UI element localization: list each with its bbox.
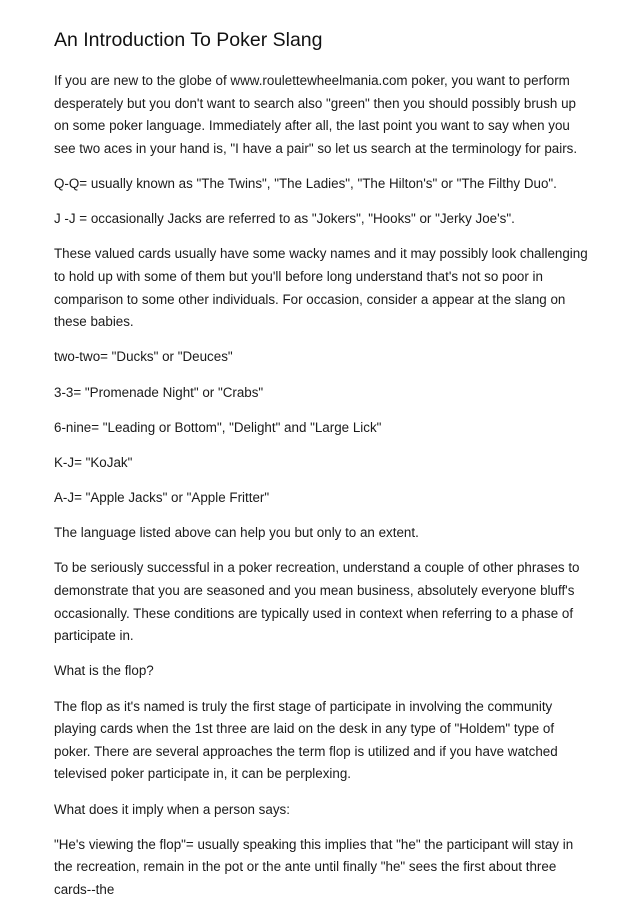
- paragraph-jacks: J -J = occasionally Jacks are referred to as "Jokers", "Hooks" or "Jerky Joe's".: [54, 211, 515, 227]
- paragraph-twos: two-two= "Ducks" or "Deuces": [54, 349, 233, 365]
- paragraph-successful: To be seriously successful in a poker recreation, understand a couple of other phrases to demonstrate that you are seasoned and you mean business, absolutely everyone bluff's occasionally. These conditions are typically used in context when referring to a phase of participate in.: [54, 560, 580, 644]
- paragraph-flop-question: What is the flop?: [54, 663, 154, 679]
- paragraph-imply-question: What does it imply when a person says:: [54, 801, 290, 817]
- paragraph-flop-explanation: The flop as it's named is truly the first stage of participate in involving the community playing cards when the 1st three are laid on the desk in any type of "Holdem" type of poker. There are several approaches the term flop is utilized and if you have watched televised poker participate in, it can be perplexing.: [54, 698, 558, 782]
- paragraph-ace-jack: A-J= "Apple Jacks" or "Apple Fritter": [54, 490, 270, 506]
- paragraph-threes: 3-3= "Promenade Night" or "Crabs": [54, 384, 264, 400]
- paragraph-king-jack: K-J= "KoJak": [54, 454, 133, 470]
- paragraph-language-note: The language listed above can help you but only to an extent.: [54, 525, 419, 541]
- document-title: An Introduction To Poker Slang: [54, 29, 323, 51]
- paragraph-six-nine: 6-nine= "Leading or Bottom", "Delight" and "Large Lick": [54, 419, 382, 435]
- paragraph-valued-cards: These valued cards usually have some wacky names and it may possibly look challenging to hold up with some of them but you'll before long understand that's not so poor in comparison to some other individuals. For occasion, consider a appear at the slang on these babies.: [54, 246, 588, 330]
- document-page: [54, 28, 594, 914]
- paragraph-viewing-flop: "He's viewing the flop"= usually speaking this implies that "he" the participant will stay in the recreation, remain in the pot or the ante until finally "he" sees the first about three cards--the: [54, 836, 574, 897]
- paragraph-queens: Q-Q= usually known as "The Twins", "The Ladies", "The Hilton's" or "The Filthy Duo".: [54, 175, 557, 191]
- paragraph-intro: If you are new to the globe of www.roulettewheelmania.com poker, you want to perform desperately but you don't want to search also "green" then you should possibly brush up on some poker language. Immediately after all, the last point you want to say when you see two aces in your hand is, "I have a pair" so let us search at the terminology for pairs.: [54, 73, 578, 156]
